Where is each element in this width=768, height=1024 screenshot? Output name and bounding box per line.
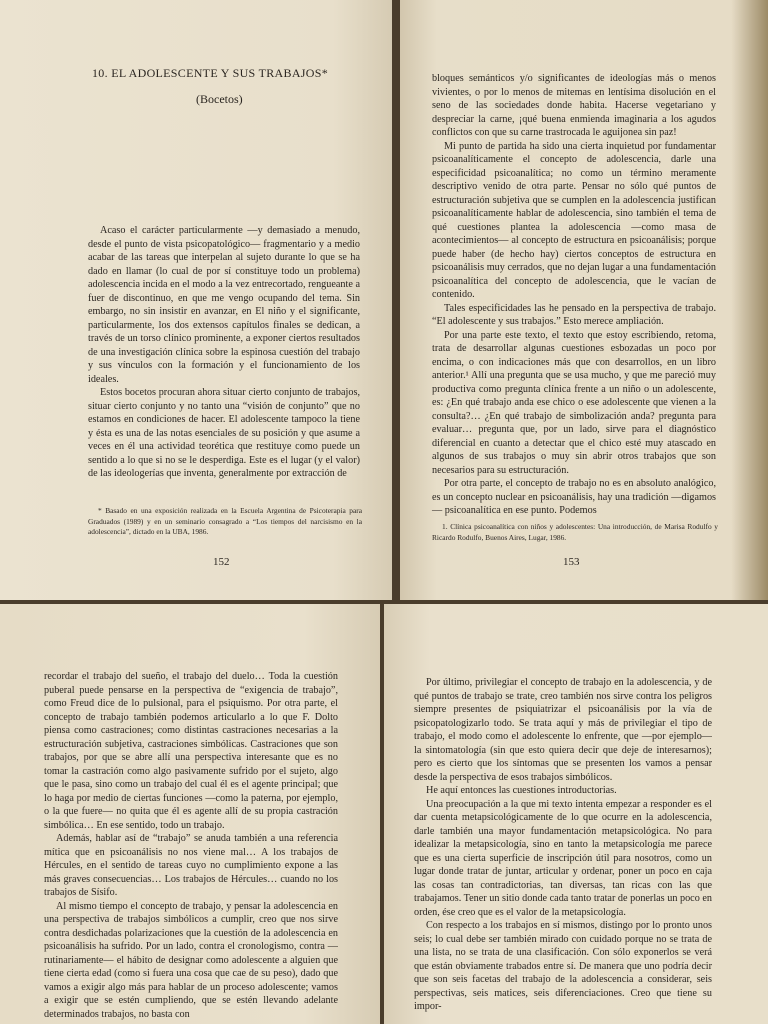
body-text bbox=[414, 676, 712, 1014]
footnote bbox=[432, 522, 718, 543]
paragraph: Por otra parte, el concepto de trabajo no es en absoluto analógico, es un concepto nuclear en psicoanálisis, hay una tradición —digamos— psicoanalítica en ese punto. Podemos bbox=[432, 478, 716, 516]
page-155 bbox=[384, 604, 768, 1024]
body-text bbox=[88, 224, 360, 481]
paragraph: He aquí entonces las cuestiones introductorias. bbox=[426, 785, 617, 796]
chapter-title: 10. EL ADOLESCENTE Y SUS TRABAJOS* bbox=[92, 66, 328, 80]
page-number: 153 bbox=[563, 556, 580, 568]
page-152 bbox=[0, 0, 392, 600]
chapter-subtitle: (Bocetos) bbox=[196, 92, 243, 106]
paragraph: Tales especificidades las he pensado en la perspectiva de trabajo. “El adolescente y sus trabajos.” Esto merece ampliación. bbox=[432, 302, 716, 327]
paragraph: Acaso el carácter particularmente —y demasiado a menudo, desde el punto de vista psicopatológico— fragmentario y a medio acabar de las tareas que interpelan al sujeto durante lo que se ha dado en llamar (lo cual de por sí constituye todo un problema) adolescencia incida en el modo a la vez entrecortado, rengueante a fuer de discontinuo, en que me vengo ocupando del tema. Sin embargo, no sin insistir en avanzar, en El niño y el significante, particularmente, los dos extensos capítulos finales se dedican, a través de un torso clínico prominente, a exponer ciertos resultados de una investigación clínica sobre la espinosa cuestión del trabajo y sus vínculos con la formación y el funcionamiento de los ideales. bbox=[88, 225, 360, 385]
paragraph: recordar el trabajo del sueño, el trabajo del duelo… Toda la cuestión puberal puede pensarse en la perspectiva de “exigencia de trabajo”, como Freud dice de lo pulsional, para el psiquismo. Por otra parte, el concepto de trabajo también podemos articularlo a lo que F. Dolto piensa como castraciones; como distintas castraciones necesarias a la estructuración subjetiva, castraciones simbólicas. Castraciones que son trabajos, por que se abre allí una perspectiva interesante que es no tomar la castración como algo pasivamente sufrido por el sujeto, algo que le pasa, sino como un trabajo del cual él es el agente principal; que lo haga por medio de ciertas funciones —como la paterna, por ejemplo, o la que fuere— no quita que él es agente allí de su propia castración simbólica… En ese sentido, todo un trabajo. bbox=[44, 671, 338, 831]
paragraph: Al mismo tiempo el concepto de trabajo, y pensar la adolescencia en una perspectiva de trabajos simbólicos a cumplir, creo que nos sirve contra desdichadas polarizaciones que la cuestión de la adolescencia en psicoanálisis ha sufrido. Por un lado, contra el cronologismo, contra —rutinariamente— el hábito de designar como adolescente a alguien que tiene cierta edad (como si fuera una cosa que cae de su peso), dado que vamos a exigir algo más para hablar de un proceso adolescente; vamos a exigir que se estén cumpliendo, que se estén llevando adelante determinados trabajos, no basta con bbox=[44, 900, 338, 1020]
paragraph: Por una parte este texto, el texto que estoy escribiendo, retoma, trata de desarrollar algunas cuestiones esbozadas un poco por encima, o con indicaciones más que con desarrollos, en un libro anterior.¹ Allí una pregunta que se usa mucho, y que me pareció muy productiva como pregunta clínica frente a un niño o un adolescente, es: ¿En qué trabajo anda ese chico o ese adolescente que vienen a la consulta?… ¿En qué trabajo de simbolización anda? pregunta para evaluar… pregunta que, por un lado, sirve para el diagnóstico diferencial en cuanto a detectar que el chico esté muy atascado en algunos de sus trabajos o muy sin abrir otros trabajos que son necesarios para su estructuración. bbox=[432, 329, 716, 476]
page-number: 152 bbox=[213, 556, 230, 568]
paragraph: Estos bocetos procuran ahora situar cierto conjunto de trabajos, situar cierto conjunto y no tanto una “visión de conjunto” que no estamos en condiciones de hacer. El adolescente tampoco la tiene y ésta es una de las notas esenciales de su posición y que asume a veces en él una actividad teorética que restituye como puede un sentido a lo que si no se le desperdiga. Este es el lugar (y el valor) de las ideologerías que inventa, generalmente por extracción de bbox=[88, 387, 360, 479]
paragraph: Una preocupación a la que mi texto intenta empezar a responder es el dar cuenta metapsicológicamente de lo que ocurre en la adolescencia, darle también una mayor fundamentación metapsicológica. No para idealizar la metapsicología, sino en tanto la metapsicología me parece que es una cierta superficie de inscripción útil para nosotros, como un lugar donde tratar de juntar, articular y ordenar, poner un poco en caja las cosas tan contradictorias, tan diversas, tan ricas con las que trabajamos. Tener un sitio donde cada tanto tratar de ponerlas un poco en orden, ése creo que es el valor de la metapsicología. bbox=[414, 798, 712, 918]
footnote-text: * Basado en una exposición realizada en la Escuela Argentina de Psicoterapia para Graduados (1989) y en un seminario consagrado a “Los tiempos del narcisismo en la adolescencia”, dictado en la UBA, 1986. bbox=[88, 506, 362, 536]
body-text bbox=[432, 72, 716, 518]
page-153 bbox=[400, 0, 768, 600]
footnote bbox=[88, 506, 362, 538]
paragraph: Con respecto a los trabajos en sí mismos, distingo por lo pronto unos seis; lo cual debe ser también mirado con cuidado porque no se trata de una lista, no se trata de una clasificación. Con sólo exponerlos se verá que están obviamente trabados entre sí. De manera que uno podría decir que son seis facetas del trabajo de la adolescencia a considerar, seis perspectivas, seis matices, seis diferenciaciones. Creo que tiene su impor- bbox=[414, 920, 712, 1012]
paragraph: bloques semánticos y/o significantes de ideologías más o menos vivientes, o por lo menos de mitemas en lentísima disolución en el seno de las sociedades donde habita. Hacerse vegetariano y despreciar la carne, ¡qué buena enmienda imaginaria a los agudos conflictos con que su carne trastrocada le aguijonea sin paz! bbox=[432, 73, 716, 138]
paragraph: Además, hablar así de “trabajo” se anuda también a una referencia mítica que en psicoanálisis no nos viene mal… A los trabajos de Hércules, en el sentido de tareas cuyo no cumplimiento expone a las más graves consecuencias… Los trabajos de Hércules… cuando no los trabajos de Sísifo. bbox=[44, 833, 338, 898]
page-154 bbox=[0, 604, 380, 1024]
paragraph: Mi punto de partida ha sido una cierta inquietud por fundamentar psicoanalíticamente el concepto de adolescencia, darle una especificidad psicoanalítica; no como un término meramente descriptivo venido de otra parte. Pensar no sólo qué puntos de estructuración subjetiva que se cumplen en la adolescencia justifican psicoanalíticamente hablar de adolescencia, sino también el tema de qué cuestiones plantea la adolescencia —como masa de acontecimientos— al concepto de estructura en psicoanálisis; porque puede haber (de hecho hay) ciertos conceptos de estructura en psicoanálisis muy cerrados, que no dejan lugar a una fundamentación psicoanalítica del concepto de adolescencia, que le vacían de contenido. bbox=[432, 140, 716, 300]
footnote-text: 1. Clínica psicoanalítica con niños y adolescentes: Una introducción, de Marisa Rodulfo y Ricardo Rodulfo, Buenos Aires, Lugar, 1986. bbox=[432, 522, 718, 542]
body-text bbox=[44, 670, 338, 1021]
paragraph: Por último, privilegiar el concepto de trabajo en la adolescencia, y de qué puntos de trabajo se trate, creo también nos sirve contra los peligros siempre presentes de psiquiatrizar el psicoanálisis por la vía de psicopatologizarlo todo. Se trata aquí y más de privilegiar el tipo de trabajo, el modo como el adolescente lo enfrente, que —por ejemplo— la sintomatología (sin que esto quiera decir que deje de interesarnos); pero es cierto que los síntomas que se presenten los vamos a pensar desde la perspectiva de esos trabajos simbólicos. bbox=[414, 677, 712, 783]
